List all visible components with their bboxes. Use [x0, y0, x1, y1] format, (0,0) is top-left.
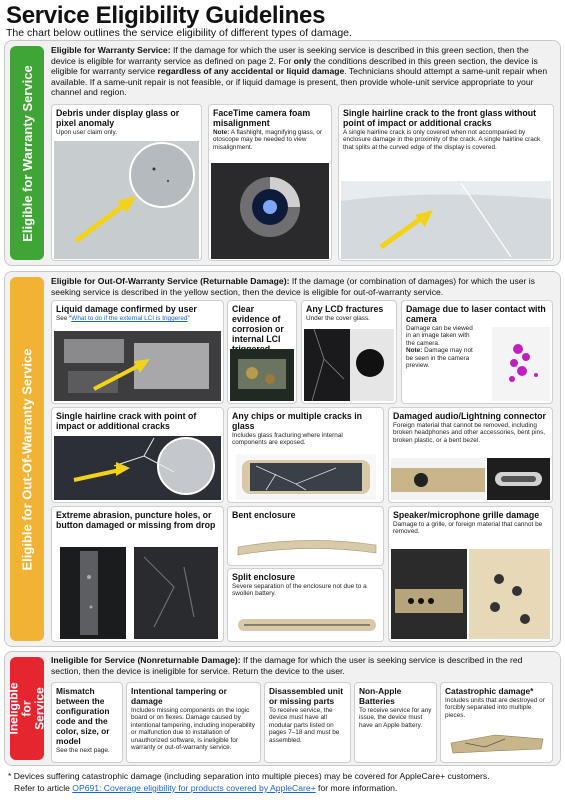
- connector-photo-2: [487, 458, 550, 500]
- bent-enclosure-photo: [234, 525, 380, 563]
- tile-config-mismatch: Mismatch between the configuration code and the color, size, or model See the next page.: [51, 682, 123, 763]
- tile-split-enclosure: Split enclosure Severe separation of the enclosure not due to a swollen battery.: [227, 568, 384, 642]
- impact-crack-photo: [54, 436, 221, 500]
- footnote: * Devices suffering catastrophic damage (including separation into multiple pieces) may be covered for AppleCare+ customers. Refer to article OP691: Coverage eligibility for products covered by AppleCare+ for more information.: [8, 771, 490, 793]
- page-subtitle: The chart below outlines the service eligibility of different types of damage.: [6, 27, 352, 39]
- lcd-fracture-photo: [304, 329, 394, 401]
- abrasion-photo-1: [60, 547, 126, 639]
- liquid-damage-photo: [54, 331, 221, 401]
- tile-single-hairline-crack-covered: Single hairline crack to the front glass without point of impact or additional cracks A single hairline crack is only covered when not accompanied by enclosure damage in the proximity of the crack. A single hairline crack that splits at the curved edge of the display is covered.: [338, 104, 554, 261]
- facetime-camera-photo: [211, 163, 329, 259]
- tile-catastrophic-damage: Catastrophic damage* Includes units that are destroyed or forcibly separated into multiple pieces.: [440, 682, 553, 763]
- tile-facetime-foam: FaceTime camera foam misalignment Note: A flashlight, magnifying glass, or otoscope may be needed to view misalignment.: [208, 104, 332, 261]
- split-enclosure-photo: [234, 611, 380, 639]
- out-of-warranty-section: [4, 271, 561, 647]
- warranty-section: [4, 40, 561, 266]
- tile-extreme-abrasion: Extreme abrasion, puncture holes, or button damaged or missing from drop: [51, 506, 224, 642]
- tile-debris-under-glass: Debris under display glass or pixel anomaly Upon user claim only.: [51, 104, 202, 261]
- tile-audio-lightning-connector: Damaged audio/Lightning connector Foreign material that cannot be removed, including broken headphones and other accessories, bent pins, broken plastic, or a bent bezel.: [388, 407, 553, 503]
- tile-bent-enclosure: Bent enclosure: [227, 506, 384, 566]
- tile-non-apple-batteries: Non-Apple Batteries To receive service for any issue, the device must have an Apple battery.: [354, 682, 437, 763]
- tile-lcd-fractures: Any LCD fractures Under the cover glass.: [301, 300, 397, 404]
- catastrophic-damage-photo: [445, 725, 549, 759]
- cracked-glass-photo: [236, 454, 376, 500]
- tile-disassembled-unit: Disassembled unit or missing parts To receive service, the device must have all modular parts listed on pages 7–18 and must be assembled.: [264, 682, 351, 763]
- oow-intro: Eligible for Out-Of-Warranty Service (Returnable Damage): If the damage (or combination of damages) for which the user is seeking service is described in the yellow section, then the device is eligible for out-of-warranty service.: [51, 276, 535, 297]
- tile-laser-damage: Damage due to laser contact with camera Damage can be viewed in an image taken with the camera. Note: Damage may not be seen in the camera preview.: [401, 300, 553, 404]
- abrasion-photo-2: [134, 547, 218, 639]
- tile-corrosion-lci: Clear evidence of corrosion or internal LCI: [227, 300, 297, 404]
- connector-photo-1: [391, 458, 485, 500]
- tile-chips-multiple-cracks: Any chips or multiple cracks in glass Includes glass fracturing where internal components are exposed.: [227, 407, 384, 503]
- laser-damage-photo: [492, 327, 550, 401]
- grille-photo-1: [391, 549, 467, 639]
- hairline-crack-photo: [341, 181, 551, 259]
- grille-photo-2: [469, 549, 550, 639]
- page-title: Service Eligibility Guidelines: [6, 2, 326, 29]
- ineligible-band: Ineligible for Service: [10, 657, 44, 760]
- tile-liquid-damage: Liquid damage confirmed by user See “What to do if the external LCI is triggered”: [51, 300, 224, 404]
- corrosion-photo: [230, 349, 294, 401]
- tile-speaker-grille-damage: Speaker/microphone grille damage Damage to a grille, or foreign material that cannot be removed.: [388, 506, 553, 642]
- op691-article-link[interactable]: OP691: Coverage eligibility for products covered by AppleCare+: [72, 783, 316, 793]
- warranty-band: Eligible for Warranty Service: [10, 46, 44, 260]
- debris-photo: [54, 141, 199, 259]
- ineligible-intro: Ineligible for Service (Nonreturnable Damage): If the damage for which the user is seeking service is described in the red section, then the device is ineligible for service. Return the device to the user.: [51, 655, 523, 676]
- tile-intentional-tampering: Intentional tampering or damage Includes missing components on the logic board or on flexes. Damage caused by intentional tampering, including inoperability or malfunction due to installation of unauthorized software, is ineligible for warranty or out-of-warranty service.: [126, 682, 261, 763]
- warranty-intro: Eligible for Warranty Service: If the damage for which the user is seeking service is described in this green section, then the device is eligible for warranty service as defined on page 2. For only the conditions described in this green section, the device is eligible for warranty service regardless of any accidental or liquid damage. Technicians should attempt a same-unit repair when available. If a same-unit repair is not feasible, or if liquid damage is present, then provide whole-unit service appropriate to your channel and region.: [51, 45, 548, 98]
- tile-hairline-crack-with-impact: Single hairline crack with point of impact or additional cracks: [51, 407, 224, 503]
- ineligible-section: [4, 651, 561, 766]
- lci-triggered-link[interactable]: What to do if the external LCI is triggered: [71, 315, 188, 322]
- oow-band: Eligible for Out-Of-Warranty Service: [10, 277, 44, 641]
